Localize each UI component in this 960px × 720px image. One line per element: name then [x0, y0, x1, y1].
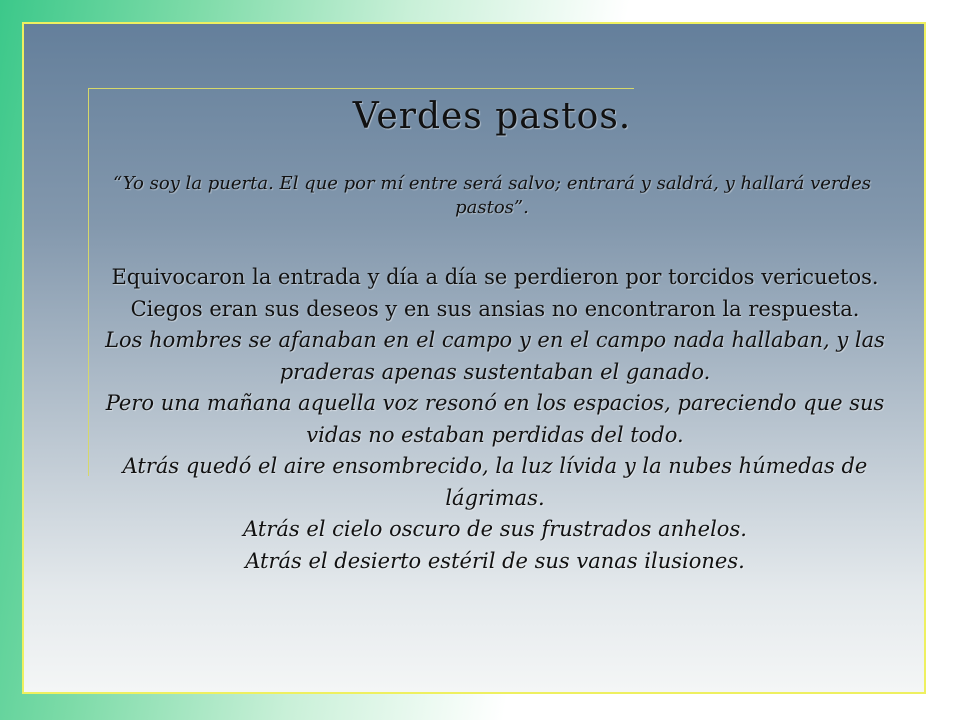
paragraph-5: Atrás el cielo oscuro de sus frustrados anhelos. [243, 517, 747, 541]
paragraph-2: Los hombres se afanaban en el campo y en el campo nada hallaban, y las praderas apenas sustentaban el ganado. [105, 328, 885, 384]
slide-title: Verdes pastos. [352, 96, 632, 137]
paragraph-3: Pero una mañana aquella voz resonó en los espacios, pareciendo que sus vidas no estaban perdidas del todo. [105, 391, 885, 447]
body-text [80, 262, 910, 577]
bible-quote: “Yo soy la puerta. El que por mí entre será salvo; entrará y saldrá, y hallará verdes pastos”. [113, 173, 871, 218]
decorative-line-horizontal [88, 88, 634, 89]
paragraph-4: Atrás quedó el aire ensombrecido, la luz lívida y la nubes húmedas de lágrimas. [122, 454, 868, 510]
paragraph-1: Equivocaron la entrada y día a día se perdieron por torcidos vericuetos. Ciegos eran sus deseos y en sus ansias no encontraron la respuesta. [111, 265, 879, 321]
paragraph-6: Atrás el desierto estéril de sus vanas ilusiones. [245, 548, 745, 573]
